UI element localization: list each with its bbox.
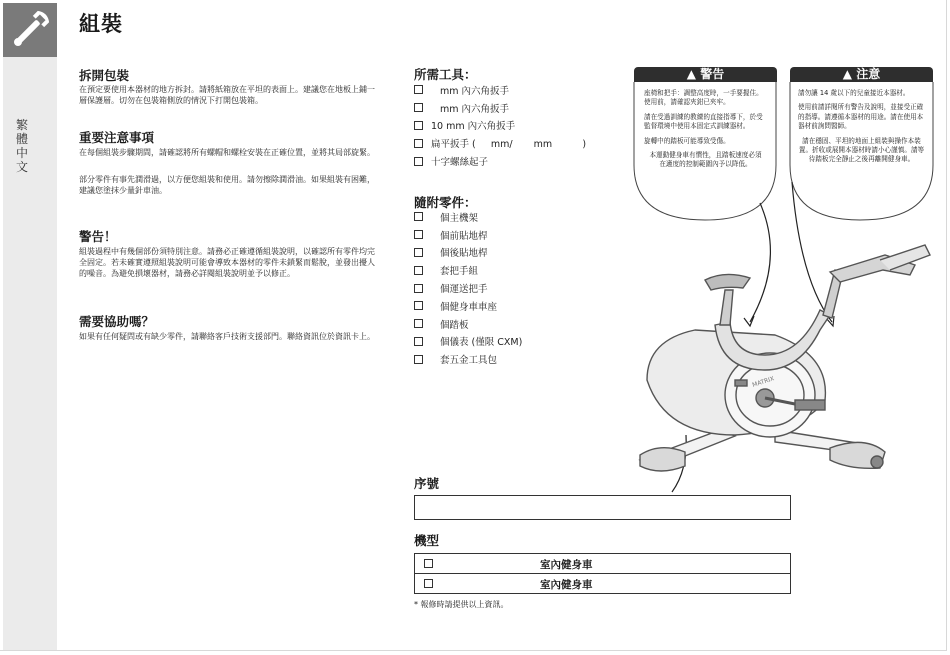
help-text: 如果有任何疑問或有缺少零件，請聯絡客戶技術支援部門。聯絡資訊位於資訊卡上。 (79, 332, 375, 341)
model-row (415, 573, 790, 593)
serial-number-field[interactable] (414, 495, 791, 520)
sidebar (3, 57, 57, 650)
checkbox[interactable] (414, 301, 423, 310)
part-item: 套把手組 (414, 261, 522, 279)
part-item: 套五金工具包 (414, 350, 522, 368)
warning-triangle-icon: ▲ (686, 67, 697, 81)
checkbox[interactable] (414, 337, 423, 346)
notes-heading: 重要注意事項 (79, 130, 155, 145)
language-tab: 繁體中文 (15, 118, 28, 174)
checkbox[interactable] (414, 139, 423, 148)
warning-item: 座椅和把手：調整高度時，一手要握住。使用前，請確認夾鉗已夾牢。 (644, 89, 763, 107)
wrench-icon (3, 3, 57, 57)
checkbox[interactable] (424, 559, 433, 568)
tools-heading: 所需工具： (414, 67, 477, 82)
warning-triangle-icon: ▲ (842, 67, 853, 81)
checkbox[interactable] (414, 103, 423, 112)
checkbox[interactable] (424, 579, 433, 588)
caution-box-title: ▲ 注意 (790, 67, 933, 82)
part-item: 個前貼地桿 (414, 226, 522, 244)
tools-list (414, 81, 586, 170)
bike-illustration (625, 230, 950, 485)
warning-box-title: ▲ 警告 (634, 67, 777, 82)
tool-item: mm 內六角扳手 (414, 99, 586, 117)
unpacking-text: 在預定要使用本器材的地方拆封。請將紙箱放在平坦的表面上。建議您在地板上鋪一層保護層。切勿在包裝箱側放的情況下打開包裝箱。 (79, 85, 375, 105)
caution-item: 使用前請詳閱所有警告及說明，並接受正確的指導。請遵循本器材的用途。請在使用本器材前詢問醫師。 (798, 103, 924, 131)
model-row (415, 554, 790, 573)
help-heading: 需要協助嗎？ (79, 314, 155, 329)
tool-item: 10 mm 內六角扳手 (414, 117, 586, 135)
model-option-label: 室內健身車 (540, 579, 593, 591)
part-item: 個主機架 (414, 208, 522, 226)
checkbox[interactable] (414, 121, 423, 130)
sidebar-header (3, 3, 57, 57)
footnote: * 報修時請提供以上資訊。 (414, 600, 509, 609)
caution-item: 請在穩固、平坦的地面上組裝與操作本裝置。折收或展開本器材時請小心謹慎。請等待踏板完全靜止之後再離開健身車。 (798, 136, 925, 164)
model-option-label: 室內健身車 (540, 559, 593, 571)
model-heading: 機型 (414, 533, 440, 548)
checkbox[interactable] (414, 212, 423, 221)
caution-box-content (790, 89, 933, 170)
part-item: 個運送把手 (414, 279, 522, 297)
part-item: 個後貼地桿 (414, 244, 522, 262)
checkbox[interactable] (414, 248, 423, 257)
notes-text-1: 在每個組裝步驟期間，請確認將所有螺帽和螺栓安裝在正確位置，並將其局部旋緊。 (79, 148, 375, 157)
notes-text-2: 部分零件有事先潤滑過，以方便您組裝和使用。請勿擦除潤滑油。如果組裝有困難，建議您塗抹少量針車油。 (79, 175, 375, 195)
checkbox[interactable] (414, 266, 423, 275)
checkbox[interactable] (414, 355, 423, 364)
warning-heading: 警告！ (79, 229, 117, 244)
model-table (414, 553, 791, 594)
parts-heading: 隨附零件： (414, 195, 477, 210)
checkbox[interactable] (414, 157, 423, 166)
page-title: 組裝 (79, 12, 123, 36)
checkbox[interactable] (414, 230, 423, 239)
bike-brand-label: MATRIX (751, 375, 776, 389)
tool-item: 扁平扳手 ( mm/ mm ) (414, 134, 586, 152)
caution-item: 請勿讓 14 歲以下的兒童接近本器材。 (798, 89, 910, 97)
part-item: 個儀表 (僅限 CXM) (414, 333, 522, 351)
parts-list (414, 208, 522, 368)
warning-item: 本運動健身車有慣性，且踏板速度必須在適度的控制範圍內予以降低。 (649, 151, 762, 169)
part-item: 個健身車車座 (414, 297, 522, 315)
checkbox[interactable] (414, 319, 423, 328)
warning-item: 旋轉中的踏板可能導致受傷。 (644, 136, 730, 145)
warning-item: 請在受過訓練的教練的直接指導下，於受監督環境中使用本固定式訓練器材。 (644, 112, 763, 131)
unpacking-heading: 拆開包裝 (79, 68, 130, 83)
tool-item: 十字螺絲起子 (414, 152, 586, 170)
checkbox[interactable] (414, 85, 423, 94)
checkbox[interactable] (414, 284, 423, 293)
warning-box-content (634, 89, 777, 175)
part-item: 個踏板 (414, 315, 522, 333)
tool-item: mm 內六角扳手 (414, 81, 586, 99)
serial-heading: 序號 (414, 476, 440, 491)
warning-text: 組裝過程中有幾個部份須特別注意。請務必正確遵循組裝說明，以確認所有零件均完全固定。若未確實遵照組裝說明可能會導致本器材的零件未鎖緊而鬆脫，並發出擾人的噪音。為避免損壞器材，請務必詳閱組裝說明並予以修正。 (79, 247, 375, 278)
